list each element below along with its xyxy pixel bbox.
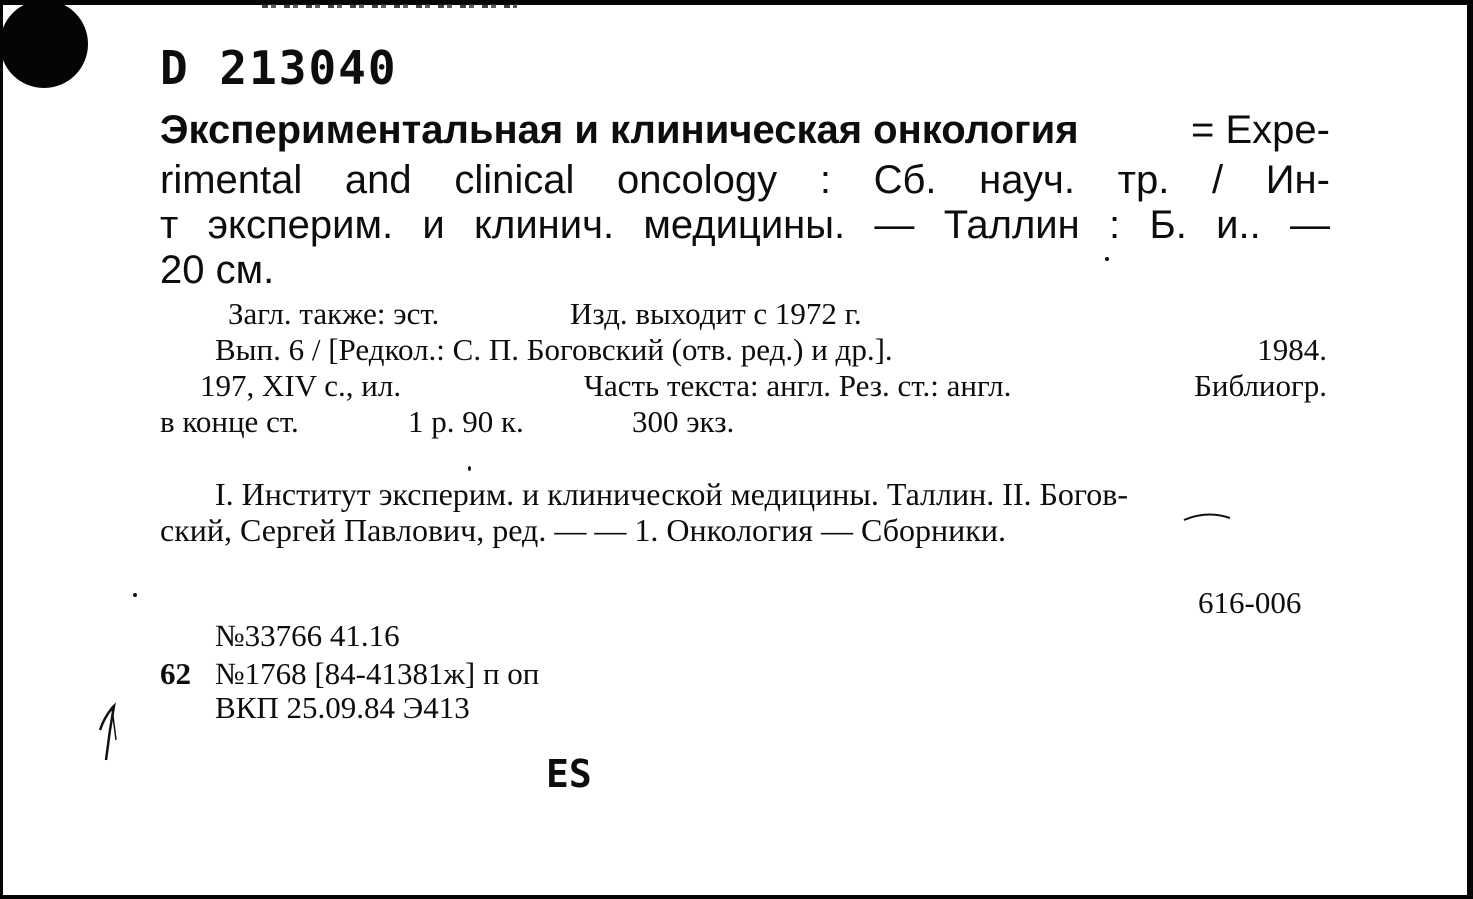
scan-smudge: [262, 4, 517, 8]
note-price: 1 р. 90 к.: [408, 404, 524, 439]
country-stamp: ES: [546, 752, 592, 796]
card-border-right: [1467, 0, 1473, 899]
note-pages: 197, XIV с., ил.: [200, 368, 402, 403]
title-word: эксперим.: [207, 203, 394, 247]
footer-agency: ВКП 25.09.84 Э413: [215, 690, 470, 725]
title-word: медицины.: [643, 203, 846, 247]
title-word: clinical: [454, 158, 575, 202]
title-word: —: [874, 203, 915, 247]
punched-dot: [0, 0, 88, 88]
stray-dot: [133, 593, 137, 597]
card-border-bottom: [0, 895, 1473, 899]
title-word: /: [1212, 158, 1224, 202]
title-word: and: [344, 158, 412, 202]
title-word: :: [1109, 203, 1121, 247]
title-word: rimental: [160, 158, 303, 202]
note-issue-line: [215, 334, 1327, 365]
title-word: —: [1289, 203, 1330, 247]
card-border-top: [0, 0, 1473, 5]
tracing-line-2: ский, Сергей Павлович, ред. — — 1. Онкология — Сборники.: [160, 512, 1006, 548]
note-copies: 300 экз.: [632, 404, 735, 439]
stray-dot: [468, 466, 471, 471]
title-word: Ин-: [1265, 158, 1330, 202]
title-word: Б.: [1149, 203, 1187, 247]
title-word: Таллин: [943, 203, 1080, 247]
title-word: :: [819, 158, 831, 202]
note-parallel-title: Загл. также: эст.: [228, 296, 440, 331]
title-line-3: [160, 205, 1330, 245]
title-word: и: [422, 203, 445, 247]
card-border-left: [0, 0, 3, 899]
card-number: D 213040: [160, 41, 398, 95]
note-physical-line: [200, 370, 1327, 401]
title-word: клинич.: [474, 203, 615, 247]
stray-dot: [1105, 257, 1109, 261]
title-word: oncology: [617, 158, 778, 202]
footer-registration: №33766 41.16: [215, 618, 400, 653]
title-word: и..: [1216, 203, 1261, 247]
note-bibliography-location: в конце ст.: [160, 404, 299, 439]
note-issue: Вып. 6 / [Редкол.: С. П. Боговский (отв. ред.) и др.].: [215, 332, 893, 367]
note-bibliography: Библиогр.: [1194, 368, 1327, 403]
note-publication-start: Изд. выходит с 1972 г.: [570, 296, 862, 331]
tracing-line-1: I. Институт эксперим. и клинической медицины. Таллин. II. Богов-: [215, 476, 1129, 512]
title-bold: Экспериментальная и клиническая онкология: [160, 108, 1079, 152]
note-year: 1984.: [1257, 332, 1327, 367]
footer-prefix: 62: [160, 656, 191, 691]
title-line-1: [160, 110, 1330, 150]
note-language: Часть текста: англ. Рез. ст.: англ.: [583, 368, 1012, 403]
classification-number: 616-006: [1198, 585, 1302, 620]
title-word: т: [160, 203, 179, 247]
title-line-4: 20 см.: [160, 248, 275, 292]
handwritten-underline: [1182, 510, 1232, 522]
title-word: Сб.: [873, 158, 937, 202]
title-word: науч.: [979, 158, 1076, 202]
title-continuation: = Expe-: [1191, 108, 1330, 152]
handwritten-mark: [92, 700, 124, 772]
title-word: тр.: [1117, 158, 1170, 202]
footer-order: №1768 [84-41381ж] п оп: [215, 656, 540, 691]
title-line-2: [160, 160, 1330, 200]
